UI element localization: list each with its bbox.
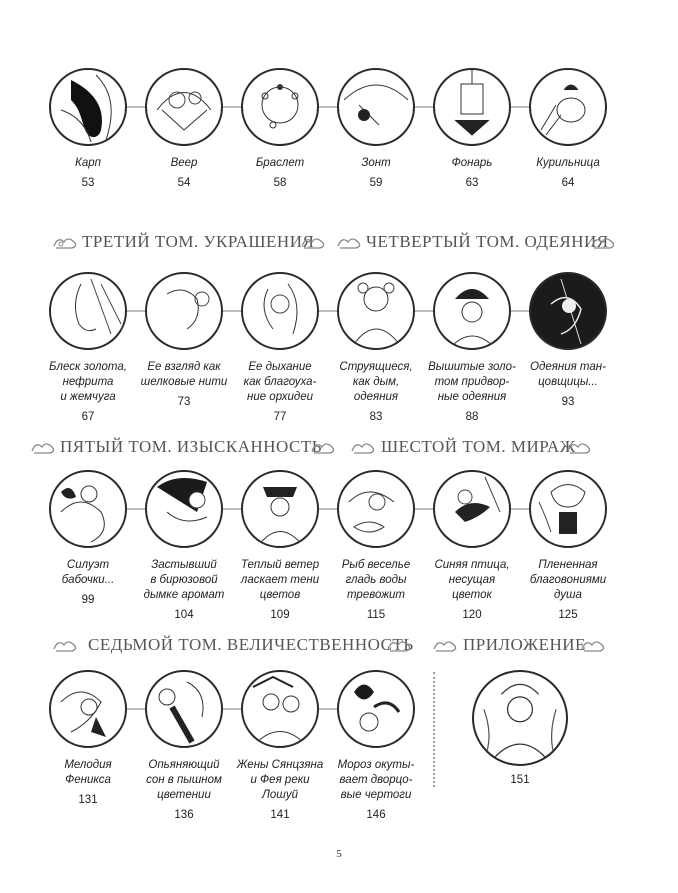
toc-title: Карп bbox=[75, 157, 101, 169]
dancer-illustration-icon bbox=[529, 272, 607, 350]
toc-item[interactable] bbox=[136, 670, 232, 821]
fan-illustration-icon bbox=[145, 68, 223, 146]
toc-title: Мелодия Феникса bbox=[64, 759, 112, 786]
cloud-ornament-icon bbox=[432, 637, 458, 655]
bracelet-illustration-icon bbox=[241, 68, 319, 146]
toc-item[interactable] bbox=[328, 272, 424, 423]
cloud-ornament-icon bbox=[580, 637, 606, 655]
toc-title: Синяя птица, несущая цветок bbox=[434, 559, 510, 601]
toc-page: 58 bbox=[273, 177, 287, 189]
cloud-ornament-icon bbox=[30, 439, 56, 457]
toc-page: 53 bbox=[81, 177, 95, 189]
row-1 bbox=[0, 68, 678, 198]
portrait-illustration-icon bbox=[337, 272, 415, 350]
cloud-ornament-icon bbox=[310, 439, 336, 457]
toc-title: Мороз окуты- вает дворцо- вые чертоги bbox=[337, 759, 415, 801]
portrait-illustration-icon bbox=[433, 272, 511, 350]
toc-page: 104 bbox=[174, 609, 194, 621]
toc-item[interactable] bbox=[328, 68, 424, 189]
toc-item[interactable] bbox=[232, 68, 328, 189]
toc-title: Опьяняющий сон в пышном цветении bbox=[146, 759, 222, 801]
toc-item[interactable] bbox=[520, 68, 616, 189]
page-number: 5 bbox=[336, 848, 342, 860]
phoenix-illustration-icon bbox=[49, 670, 127, 748]
row-3 bbox=[0, 470, 678, 630]
toc-title: Струящиеся, как дым, одеяния bbox=[339, 361, 413, 403]
toc-title: Фонарь bbox=[451, 157, 493, 169]
palace-illustration-icon bbox=[337, 670, 415, 748]
toc-item[interactable] bbox=[424, 470, 520, 621]
toc-item[interactable] bbox=[40, 272, 136, 423]
censer-illustration-icon bbox=[529, 68, 607, 146]
toc-item[interactable] bbox=[520, 272, 616, 408]
cloud-ornament-icon bbox=[566, 439, 592, 457]
toc-item[interactable] bbox=[136, 470, 232, 621]
toc-title: Зонт bbox=[361, 157, 391, 169]
toc-title: Теплый ветер ласкает тени цветов bbox=[240, 559, 320, 601]
toc-item[interactable] bbox=[232, 670, 328, 821]
umbrella-illustration-icon bbox=[337, 68, 415, 146]
toc-page: 88 bbox=[465, 411, 479, 423]
toc-item[interactable] bbox=[232, 470, 328, 621]
toc-title: Блеск золота, нефрита и жемчуга bbox=[49, 361, 127, 403]
cloud-ornament-icon bbox=[336, 234, 362, 252]
toc-title: Браслет bbox=[255, 157, 305, 169]
toc-item[interactable] bbox=[328, 670, 424, 821]
toc-page: 77 bbox=[273, 411, 287, 423]
toc-page: 115 bbox=[366, 609, 386, 621]
toc-title: Застывший в бирюзовой дымке аромат bbox=[143, 559, 225, 601]
cloud-ornament-icon bbox=[590, 234, 616, 252]
toc-item-appendix[interactable] bbox=[470, 670, 570, 786]
cloud-ornament-icon bbox=[52, 637, 78, 655]
toc-item[interactable] bbox=[40, 68, 136, 189]
section-heading-vol4: ЧЕТВЕРТЫЙ ТОМ. ОДЕЯНИЯ bbox=[366, 232, 609, 251]
fish-illustration-icon bbox=[337, 470, 415, 548]
toc-title: Силуэт бабочки... bbox=[61, 559, 115, 586]
toc-page: 93 bbox=[561, 396, 575, 408]
toc-title: Одеяния тан- цовщицы... bbox=[530, 361, 606, 388]
toc-title: Плененная благовониями душа bbox=[529, 559, 607, 601]
toc-item[interactable] bbox=[424, 68, 520, 189]
lantern-illustration-icon bbox=[433, 68, 511, 146]
cloud-ornament-icon bbox=[300, 234, 326, 252]
toc-item[interactable] bbox=[40, 670, 136, 806]
toc-page: 131 bbox=[78, 794, 98, 806]
toc-page: 151 bbox=[510, 774, 530, 786]
portrait-illustration-icon bbox=[145, 272, 223, 350]
toc-page: 63 bbox=[465, 177, 479, 189]
toc-title: Ее взгляд как шелковые нити bbox=[140, 361, 228, 388]
portrait-illustration-icon bbox=[241, 670, 319, 748]
toc-page: 99 bbox=[81, 594, 95, 606]
toc-page: 136 bbox=[174, 809, 194, 821]
cloud-ornament-icon bbox=[386, 637, 412, 655]
carp-illustration-icon bbox=[49, 68, 127, 146]
toc-page: 120 bbox=[462, 609, 482, 621]
portrait-illustration-icon bbox=[472, 670, 568, 766]
toc-title: Ее дыхание как благоуха- ние орхидеи bbox=[243, 361, 317, 403]
toc-item[interactable] bbox=[232, 272, 328, 423]
toc-page: 54 bbox=[177, 177, 191, 189]
portrait-illustration-icon bbox=[145, 670, 223, 748]
portrait-illustration-icon bbox=[241, 470, 319, 548]
section-heading-appendix: ПРИЛОЖЕНИЕ bbox=[463, 635, 586, 654]
section-heading-vol3: ТРЕТИЙ ТОМ. УКРАШЕНИЯ bbox=[82, 232, 315, 251]
toc-item[interactable] bbox=[424, 272, 520, 423]
section-heading-vol6: ШЕСТОЙ ТОМ. МИРАЖ bbox=[381, 437, 576, 456]
toc-page: 141 bbox=[270, 809, 290, 821]
cloud-ornament-icon bbox=[350, 439, 376, 457]
toc-title: Рыб веселье гладь воды тревожит bbox=[341, 559, 411, 601]
toc-page: 64 bbox=[561, 177, 575, 189]
butterfly-illustration-icon bbox=[49, 470, 127, 548]
toc-item[interactable] bbox=[136, 272, 232, 408]
portrait-illustration-icon bbox=[49, 272, 127, 350]
toc-title: Вышитые золо- том придвор- ные одеяния bbox=[428, 361, 516, 403]
toc-page: 83 bbox=[369, 411, 383, 423]
toc-item[interactable] bbox=[520, 470, 616, 621]
toc-page: 67 bbox=[81, 411, 95, 423]
portrait-illustration-icon bbox=[145, 470, 223, 548]
portrait-illustration-icon bbox=[241, 272, 319, 350]
toc-page: 59 bbox=[369, 177, 383, 189]
toc-page: 146 bbox=[366, 809, 386, 821]
portrait-illustration-icon bbox=[529, 470, 607, 548]
toc-title: Жены Сянцзяна и Фея реки Лошуй bbox=[236, 759, 324, 801]
toc-item[interactable] bbox=[136, 68, 232, 189]
toc-page: 73 bbox=[177, 396, 191, 408]
toc-item[interactable] bbox=[328, 470, 424, 621]
toc-page: 125 bbox=[558, 609, 578, 621]
bird-illustration-icon bbox=[433, 470, 511, 548]
toc-title: Веер bbox=[170, 157, 198, 169]
section-heading-vol7: СЕДЬМОЙ ТОМ. ВЕЛИЧЕСТВЕННОСТЬ bbox=[88, 635, 414, 654]
cloud-ornament-icon bbox=[52, 234, 78, 252]
section-heading-vol5: ПЯТЫЙ ТОМ. ИЗЫСКАННОСТЬ bbox=[60, 437, 323, 456]
toc-item[interactable] bbox=[40, 470, 136, 606]
toc-page: 109 bbox=[270, 609, 290, 621]
toc-title: Курильница bbox=[536, 157, 600, 169]
row-2 bbox=[0, 272, 678, 422]
row-4 bbox=[0, 670, 678, 840]
